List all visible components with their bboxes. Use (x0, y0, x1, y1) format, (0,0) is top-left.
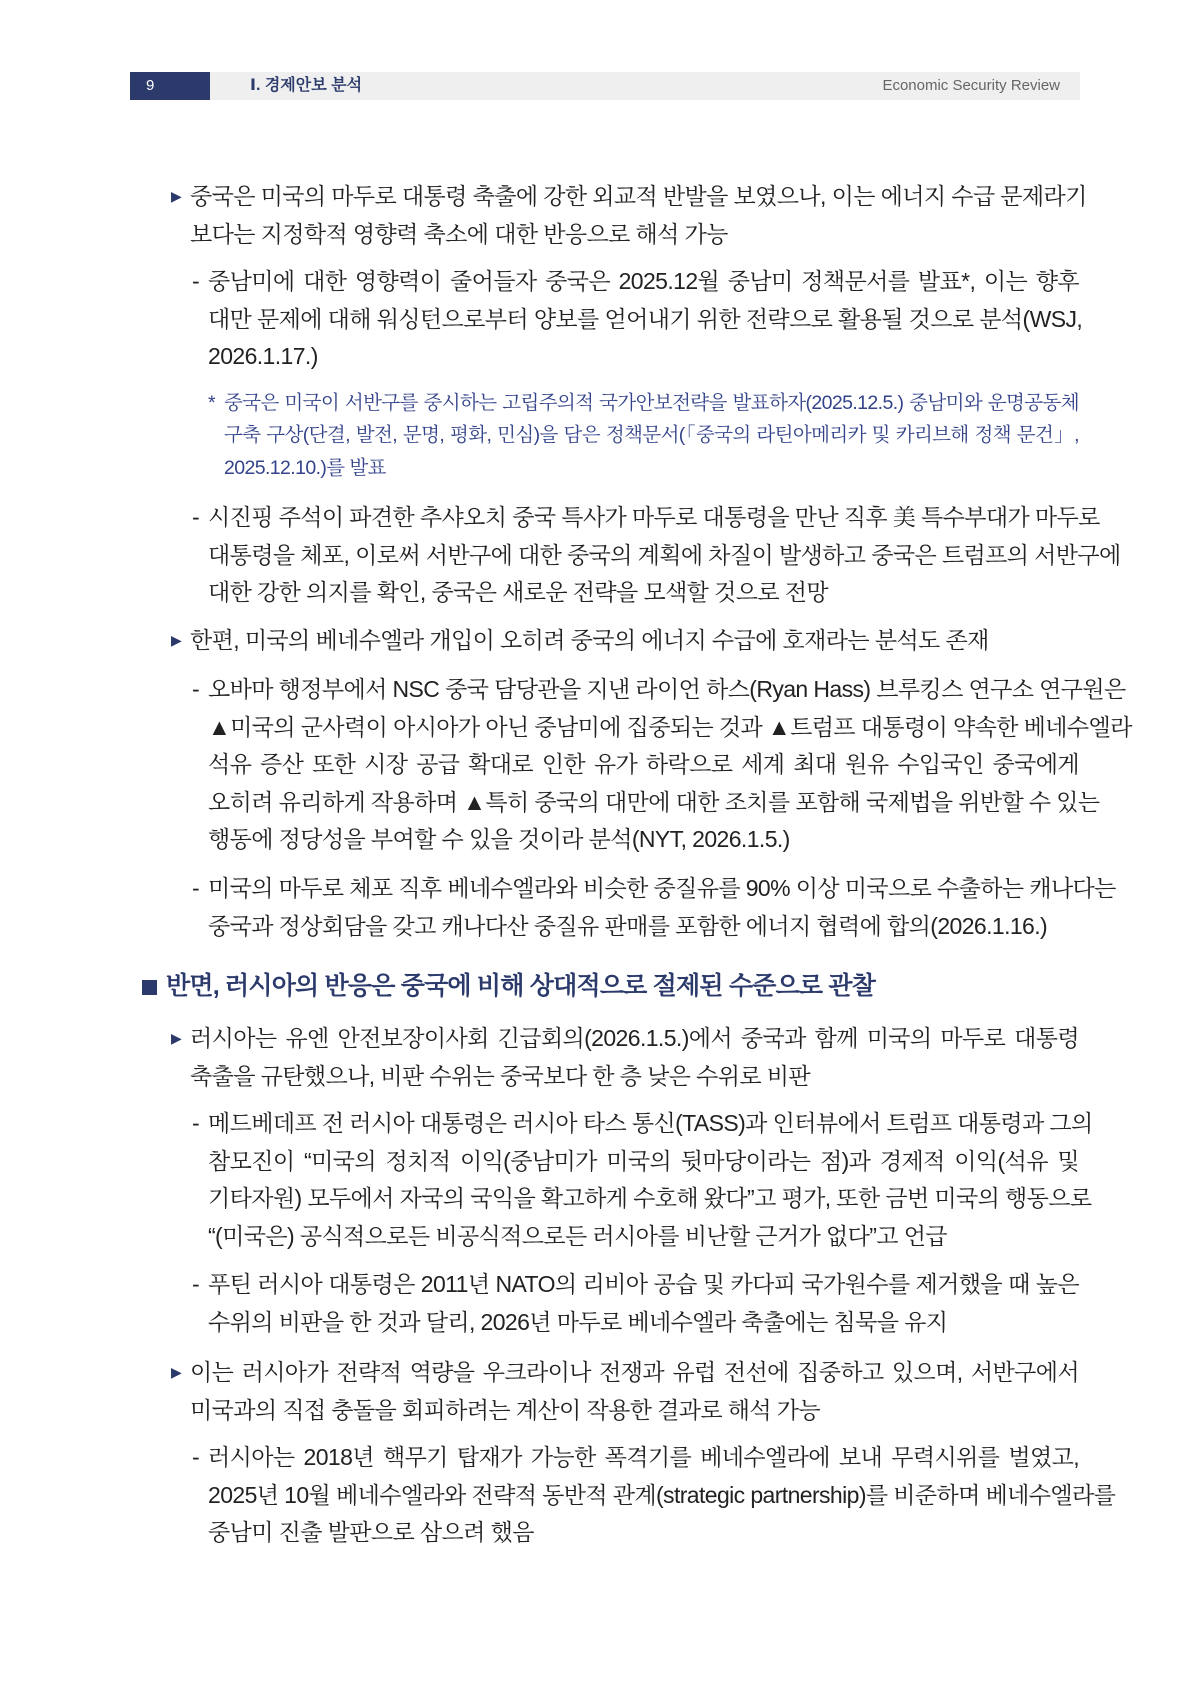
text-line: 2025.12.10.)를 발표 (224, 456, 386, 479)
dash-marker: - (192, 504, 200, 531)
dash-paragraph (192, 499, 1121, 611)
text-line: 반면, 러시아의 반응은 중국에 비해 상대적으로 절제된 수준으로 관찰 (166, 972, 876, 1001)
text-line: 중남미에 대한 영향력이 줄어들자 중국은 2025.12월 중남미 정책문서를 발표*, 이는 향후 (208, 268, 1079, 295)
triangle-bullet-icon: ▶ (171, 1030, 182, 1047)
text-line: 시진핑 주석이 파견한 추샤오치 중국 특사가 마두로 대통령을 만난 직후 美 특수부대가 마두로 (208, 504, 1100, 531)
dash-paragraph (192, 1439, 1116, 1551)
text-line: 수위의 비판을 한 것과 달리, 2026년 마두로 베네수엘라 축출에는 침묵을 유지 (208, 1308, 948, 1335)
text-line: 보다는 지정학적 영향력 축소에 대한 반응으로 해석 가능 (190, 220, 728, 247)
text-line: 대한 강한 의지를 확인, 중국은 새로운 전략을 모색할 것으로 전망 (208, 579, 828, 606)
dash-paragraph (192, 263, 1083, 375)
text-line: 중국은 미국의 마두로 대통령 축출에 강한 외교적 반발을 보였으나, 이는 에너지 수급 문제라기 (190, 183, 1087, 210)
text-line: ▲미국의 군사력이 아시아가 아닌 중남미에 집중되는 것과 ▲트럼프 대통령이 약속한 베네수엘라 (208, 713, 1132, 740)
footnote (208, 387, 1079, 484)
text-line: 기타자원) 모두에서 자국의 국익을 확고하게 수호해 왔다”고 평가, 또한 금번 미국의 행동으로 (208, 1185, 1092, 1212)
dash-marker: - (192, 875, 200, 902)
bullet-paragraph (171, 1354, 1079, 1429)
dash-marker: - (192, 1110, 200, 1137)
bullet-paragraph (171, 622, 1079, 659)
dash-paragraph (192, 1105, 1093, 1255)
text-line: 미국의 마두로 체포 직후 베네수엘라와 비슷한 중질유를 90% 이상 미국으로 수출하는 캐나다는 (208, 875, 1116, 902)
square-bullet-icon (142, 980, 157, 995)
triangle-bullet-icon: ▶ (171, 1364, 182, 1381)
section-title: Ⅰ. 경제안보 분석 (250, 77, 363, 94)
section-heading (166, 968, 1079, 1005)
dash-paragraph (192, 1266, 1079, 1341)
text-line: 대만 문제에 대해 워싱턴으로부터 양보를 얻어내기 위한 전략으로 활용될 것으로 분석(WSJ, (208, 305, 1083, 332)
triangle-bullet-icon: ▶ (171, 188, 182, 205)
page-number: 9 (130, 72, 210, 100)
triangle-bullet-icon: ▶ (171, 632, 182, 649)
text-line: 메드베데프 전 러시아 대통령은 러시아 타스 통신(TASS)과 인터뷰에서 트럼프 대통령과 그의 (208, 1110, 1093, 1137)
dash-paragraph (192, 870, 1116, 945)
text-line: 미국과의 직접 충돌을 회피하려는 계산이 작용한 결과로 해석 가능 (190, 1396, 821, 1423)
dash-marker: - (192, 268, 200, 295)
text-line: 축출을 규탄했으나, 비판 수위는 중국보다 한 층 낮은 수위로 비판 (190, 1062, 810, 1089)
text-line: 오바마 행정부에서 NSC 중국 담당관을 지낸 라이언 하스(Ryan Hass) 브루킹스 연구소 연구원은 (208, 676, 1126, 703)
text-line: 중국은 미국이 서반구를 중시하는 고립주의적 국가안보전략을 발표하자(2025.12.5.) 중남미와 운명공동체 (224, 391, 1079, 414)
text-line: 대통령을 체포, 이로써 서반구에 대한 중국의 계획에 차질이 발생하고 중국은 트럼프의 서반구에 (208, 541, 1121, 568)
dash-marker: - (192, 1271, 200, 1298)
text-line: 중국과 정상회담을 갖고 캐나다산 중질유 판매를 포함한 에너지 협력에 합의(2026.1.16.) (208, 912, 1048, 939)
text-line: 한편, 미국의 베네수엘라 개입이 오히려 중국의 에너지 수급에 호재라는 분석도 존재 (190, 627, 989, 654)
text-line: 오히려 유리하게 작용하며 ▲특히 중국의 대만에 대한 조치를 포함해 국제법을 위반할 수 있는 (208, 788, 1100, 815)
text-line: 2026.1.17.) (208, 343, 318, 370)
dash-marker: - (192, 1444, 200, 1471)
text-line: 구축 구상(단결, 발전, 문명, 평화, 민심)을 담은 정책문서(「중국의 라틴아메리카 및 카리브해 정책 문건」, (224, 424, 1079, 447)
asterisk-marker: * (208, 391, 215, 414)
text-line: 행동에 정당성을 부여할 수 있을 것이라 분석(NYT, 2026.1.5.) (208, 825, 790, 852)
page-header (130, 72, 1080, 100)
publication-title: Economic Security Review (882, 77, 1060, 94)
text-line: 석유 증산 또한 시장 공급 확대로 인한 유가 하락으로 세계 최대 원유 수입국인 중국에게 (208, 751, 1079, 778)
text-line: 러시아는 2018년 핵무기 탑재가 가능한 폭격기를 베네수엘라에 보내 무력시위를 벌였고, (208, 1444, 1079, 1471)
text-line: “(미국은) 공식적으로든 비공식적으로든 러시아를 비난할 근거가 없다”고 언급 (208, 1222, 947, 1249)
text-line: 중남미 진출 발판으로 삼으려 했음 (208, 1519, 534, 1546)
bullet-paragraph (171, 1020, 1079, 1095)
text-line: 참모진이 “미국의 정치적 이익(중남미가 미국의 뒷마당이라는 점)과 경제적 이익(석유 및 (208, 1147, 1079, 1174)
dash-marker: - (192, 676, 200, 703)
text-line: 이는 러시아가 전략적 역량을 우크라이나 전쟁과 유럽 전선에 집중하고 있으며, 서반구에서 (190, 1359, 1079, 1386)
dash-paragraph (192, 671, 1132, 858)
text-line: 러시아는 유엔 안전보장이사회 긴급회의(2026.1.5.)에서 중국과 함께 미국의 마두로 대통령 (190, 1025, 1079, 1052)
text-line: 2025년 10월 베네수엘라와 전략적 동반적 관계(strategic partnership)를 비준하며 베네수엘라를 (208, 1481, 1116, 1508)
bullet-paragraph (171, 178, 1087, 253)
text-line: 푸틴 러시아 대통령은 2011년 NATO의 리비아 공습 및 카다피 국가원수를 제거했을 때 높은 (208, 1271, 1079, 1298)
